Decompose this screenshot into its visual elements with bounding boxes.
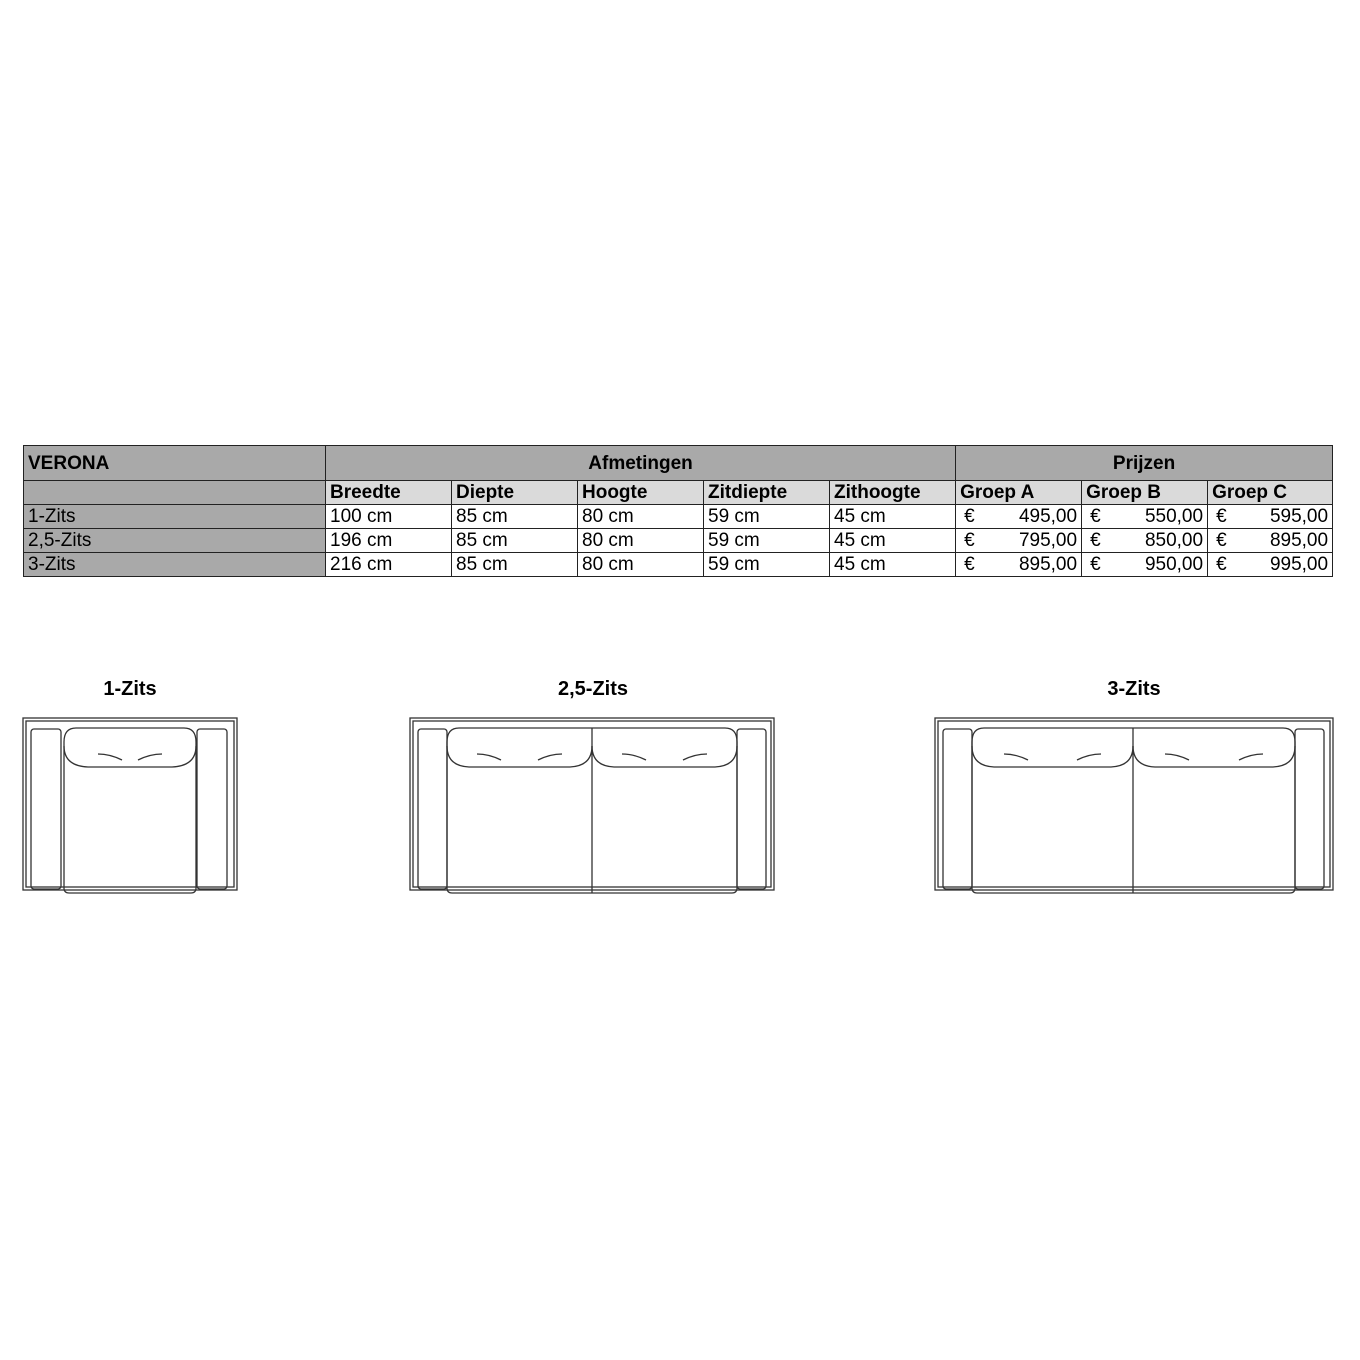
- drawing-title-1-zits: 1-Zits: [103, 678, 157, 700]
- spec-table: [23, 445, 1333, 577]
- price-value: 850,00: [1144, 530, 1204, 551]
- price-value: 550,00: [1144, 506, 1204, 527]
- table-cell: 85 cm: [452, 505, 578, 529]
- price-cell: [1208, 553, 1333, 577]
- table-cell: 45 cm: [830, 529, 956, 553]
- currency-symbol: €: [1090, 554, 1101, 575]
- price-cell: [956, 553, 1082, 577]
- currency-symbol: €: [964, 506, 975, 527]
- col-header-zithoogte: Zithoogte: [830, 481, 956, 505]
- prices-group-header: Prijzen: [956, 446, 1333, 481]
- dimensions-group-header: Afmetingen: [326, 446, 956, 481]
- currency-symbol: €: [1090, 506, 1101, 527]
- currency-symbol: €: [1216, 506, 1227, 527]
- currency-symbol: €: [1216, 554, 1227, 575]
- col-header-zitdiepte: Zitdiepte: [704, 481, 830, 505]
- col-header-hoogte: Hoogte: [578, 481, 704, 505]
- row-label: 3-Zits: [24, 553, 326, 577]
- currency-symbol: €: [1090, 530, 1101, 551]
- price-value: 595,00: [1269, 506, 1329, 527]
- sofa-3-seat-top-view-icon: [934, 716, 1334, 894]
- sofa-1-seat-top-view-icon: [22, 716, 238, 894]
- currency-symbol: €: [1216, 530, 1227, 551]
- table-cell: 59 cm: [704, 529, 830, 553]
- table-cell: 59 cm: [704, 553, 830, 577]
- price-cell: [1208, 505, 1333, 529]
- table-cell: 80 cm: [578, 553, 704, 577]
- col-header-groep-c: Groep C: [1208, 481, 1333, 505]
- price-value: 495,00: [1018, 506, 1078, 527]
- table-cell: 45 cm: [830, 505, 956, 529]
- price-value: 795,00: [1018, 530, 1078, 551]
- table-cell: 100 cm: [326, 505, 452, 529]
- price-cell: [1082, 505, 1208, 529]
- table-cell: 80 cm: [578, 505, 704, 529]
- table-cell: 85 cm: [452, 553, 578, 577]
- table-row: [24, 529, 1333, 553]
- price-cell: [1082, 553, 1208, 577]
- header-row-columns: [24, 481, 1333, 505]
- row-label: 1-Zits: [24, 505, 326, 529]
- empty-header-cell: [24, 481, 326, 505]
- price-cell: [956, 529, 1082, 553]
- header-row-groups: [24, 446, 1333, 481]
- price-value: 995,00: [1269, 554, 1329, 575]
- col-header-groep-b: Groep B: [1082, 481, 1208, 505]
- product-name: VERONA: [24, 446, 326, 481]
- table-row: [24, 553, 1333, 577]
- drawing-title-3-zits: 3-Zits: [1107, 678, 1161, 700]
- currency-symbol: €: [964, 554, 975, 575]
- price-value: 895,00: [1018, 554, 1078, 575]
- drawing-title-2-5-zits: 2,5-Zits: [557, 678, 629, 700]
- price-cell: [956, 505, 1082, 529]
- price-cell: [1082, 529, 1208, 553]
- table-cell: 45 cm: [830, 553, 956, 577]
- row-label: 2,5-Zits: [24, 529, 326, 553]
- table-cell: 80 cm: [578, 529, 704, 553]
- table-cell: 196 cm: [326, 529, 452, 553]
- table-row: [24, 505, 1333, 529]
- col-header-diepte: Diepte: [452, 481, 578, 505]
- sofa-2.5-seat-top-view-icon: [409, 716, 775, 894]
- col-header-breedte: Breedte: [326, 481, 452, 505]
- price-cell: [1208, 529, 1333, 553]
- currency-symbol: €: [964, 530, 975, 551]
- price-value: 895,00: [1269, 530, 1329, 551]
- table-cell: 85 cm: [452, 529, 578, 553]
- table-cell: 59 cm: [704, 505, 830, 529]
- price-value: 950,00: [1144, 554, 1204, 575]
- table-cell: 216 cm: [326, 553, 452, 577]
- col-header-groep-a: Groep A: [956, 481, 1082, 505]
